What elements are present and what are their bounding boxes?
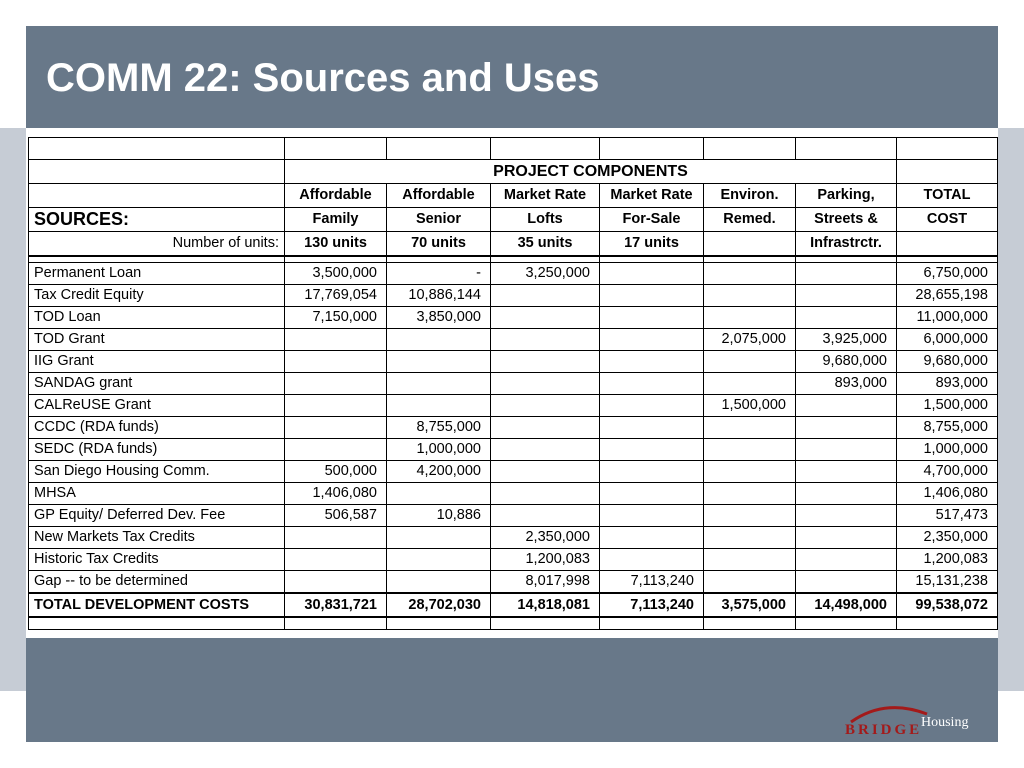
- row-label: MHSA: [29, 483, 285, 505]
- row-value: [704, 307, 796, 329]
- table-row: [29, 483, 998, 505]
- row-label: TOD Grant: [29, 329, 285, 351]
- spacer-cell: [285, 617, 387, 630]
- row-value: 4,700,000: [897, 461, 998, 483]
- row-value: [704, 549, 796, 571]
- col-header: Remed.: [704, 208, 796, 232]
- col-header: Infrastrctr.: [796, 232, 897, 257]
- row-value: [600, 373, 704, 395]
- row-value: [387, 395, 491, 417]
- row-value: 1,200,083: [897, 549, 998, 571]
- row-value: [704, 527, 796, 549]
- row-value: [285, 417, 387, 439]
- header-blank-row: [29, 138, 998, 160]
- row-label: New Markets Tax Credits: [29, 527, 285, 549]
- spacer-cell: [704, 617, 796, 630]
- row-value: [796, 505, 897, 527]
- table-row: [29, 461, 998, 483]
- row-value: [796, 483, 897, 505]
- table-row: [29, 307, 998, 329]
- row-label: Historic Tax Credits: [29, 549, 285, 571]
- row-value: [491, 461, 600, 483]
- header-row-2: [29, 208, 998, 232]
- row-value: [600, 417, 704, 439]
- col-header: Family: [285, 208, 387, 232]
- col-header: Parking,: [796, 184, 897, 208]
- row-value: [285, 439, 387, 461]
- table-row: [29, 549, 998, 571]
- logo-sub: Housing: [921, 715, 969, 730]
- sources-uses-table-panel: [26, 128, 998, 638]
- row-value: [704, 285, 796, 307]
- col-header: [897, 232, 998, 257]
- col-header: Market Rate: [491, 184, 600, 208]
- project-components-row: [29, 160, 998, 184]
- logo-word: BRIDGE: [845, 722, 923, 738]
- total-value: 14,818,081: [491, 593, 600, 617]
- row-label: Permanent Loan: [29, 263, 285, 285]
- slide-title: COMM 22: Sources and Uses: [46, 56, 600, 100]
- sources-uses-table: [28, 137, 998, 630]
- total-value: 99,538,072: [897, 593, 998, 617]
- row-value: [285, 351, 387, 373]
- total-value: 28,702,030: [387, 593, 491, 617]
- table-row: [29, 351, 998, 373]
- col-header: COST: [897, 208, 998, 232]
- spacer-cell: [897, 617, 998, 630]
- row-value: [796, 571, 897, 594]
- row-value: 1,500,000: [704, 395, 796, 417]
- row-value: [285, 329, 387, 351]
- row-value: [491, 439, 600, 461]
- col-header: Lofts: [491, 208, 600, 232]
- row-value: [491, 329, 600, 351]
- row-value: [491, 395, 600, 417]
- row-value: [491, 417, 600, 439]
- row-value: [796, 307, 897, 329]
- row-value: [796, 549, 897, 571]
- table-row: [29, 439, 998, 461]
- row-value: [387, 351, 491, 373]
- row-label: CALReUSE Grant: [29, 395, 285, 417]
- row-value: [704, 571, 796, 594]
- col-header: TOTAL: [897, 184, 998, 208]
- spacer-row: [29, 617, 998, 630]
- row-value: [491, 307, 600, 329]
- row-value: 3,850,000: [387, 307, 491, 329]
- col-header: 70 units: [387, 232, 491, 257]
- table-row: [29, 329, 998, 351]
- row-value: [387, 549, 491, 571]
- row-value: [600, 285, 704, 307]
- row-value: 9,680,000: [796, 351, 897, 373]
- header-row-3: [29, 232, 998, 257]
- row-value: [704, 351, 796, 373]
- table-row: [29, 527, 998, 549]
- sources-label: SOURCES:: [29, 208, 285, 232]
- spacer-cell: [29, 617, 285, 630]
- row-label: IIG Grant: [29, 351, 285, 373]
- row-value: 1,406,080: [285, 483, 387, 505]
- row-value: 9,680,000: [897, 351, 998, 373]
- total-value: 14,498,000: [796, 593, 897, 617]
- row-value: [704, 263, 796, 285]
- row-value: [600, 527, 704, 549]
- row-value: [704, 417, 796, 439]
- total-value: 30,831,721: [285, 593, 387, 617]
- table-row: [29, 285, 998, 307]
- spacer-cell: [796, 617, 897, 630]
- row-value: [491, 505, 600, 527]
- row-value: [600, 263, 704, 285]
- total-row: [29, 593, 998, 617]
- row-value: [600, 439, 704, 461]
- header-row-1: [29, 184, 998, 208]
- table-row: [29, 373, 998, 395]
- row-value: [796, 461, 897, 483]
- row-value: 10,886: [387, 505, 491, 527]
- col-header: Market Rate: [600, 184, 704, 208]
- row-value: [600, 505, 704, 527]
- row-value: [387, 373, 491, 395]
- row-value: 2,075,000: [704, 329, 796, 351]
- row-value: 1,500,000: [897, 395, 998, 417]
- table-row: [29, 395, 998, 417]
- units-label: Number of units:: [29, 232, 285, 257]
- total-label: TOTAL DEVELOPMENT COSTS: [29, 593, 285, 617]
- row-value: [600, 307, 704, 329]
- row-value: 6,750,000: [897, 263, 998, 285]
- row-value: 500,000: [285, 461, 387, 483]
- row-value: 8,755,000: [387, 417, 491, 439]
- row-value: [491, 351, 600, 373]
- row-value: 2,350,000: [897, 527, 998, 549]
- row-value: [704, 461, 796, 483]
- row-value: [796, 263, 897, 285]
- row-value: [796, 285, 897, 307]
- col-header: Senior: [387, 208, 491, 232]
- row-value: [387, 527, 491, 549]
- row-value: 11,000,000: [897, 307, 998, 329]
- row-value: 2,350,000: [491, 527, 600, 549]
- total-value: 3,575,000: [704, 593, 796, 617]
- row-value: 3,925,000: [796, 329, 897, 351]
- spacer-cell: [600, 617, 704, 630]
- table-row: [29, 505, 998, 527]
- row-label: Gap -- to be determined: [29, 571, 285, 594]
- row-value: [387, 483, 491, 505]
- row-value: 893,000: [796, 373, 897, 395]
- row-value: 893,000: [897, 373, 998, 395]
- row-label: TOD Loan: [29, 307, 285, 329]
- row-value: 28,655,198: [897, 285, 998, 307]
- table-row: [29, 263, 998, 285]
- row-value: [704, 483, 796, 505]
- col-header: 130 units: [285, 232, 387, 257]
- col-header: Affordable: [285, 184, 387, 208]
- col-header: 35 units: [491, 232, 600, 257]
- row-value: [704, 373, 796, 395]
- row-value: [491, 373, 600, 395]
- row-label: CCDC (RDA funds): [29, 417, 285, 439]
- row-value: 4,200,000: [387, 461, 491, 483]
- row-value: [600, 351, 704, 373]
- row-label: Tax Credit Equity: [29, 285, 285, 307]
- row-label: SANDAG grant: [29, 373, 285, 395]
- row-value: [491, 483, 600, 505]
- row-value: [796, 395, 897, 417]
- row-value: [387, 571, 491, 594]
- row-value: [704, 505, 796, 527]
- row-value: [600, 329, 704, 351]
- row-value: 17,769,054: [285, 285, 387, 307]
- row-value: 506,587: [285, 505, 387, 527]
- row-value: [387, 329, 491, 351]
- row-label: San Diego Housing Comm.: [29, 461, 285, 483]
- spacer-cell: [491, 617, 600, 630]
- col-header: 17 units: [600, 232, 704, 257]
- row-value: 1,000,000: [897, 439, 998, 461]
- row-value: 517,473: [897, 505, 998, 527]
- row-value: [796, 439, 897, 461]
- row-value: 3,500,000: [285, 263, 387, 285]
- row-value: 3,250,000: [491, 263, 600, 285]
- col-header: Environ.: [704, 184, 796, 208]
- row-value: [285, 571, 387, 594]
- row-value: -: [387, 263, 491, 285]
- bridge-housing-logo: [845, 700, 985, 742]
- row-value: [600, 549, 704, 571]
- row-value: 1,406,080: [897, 483, 998, 505]
- row-value: 6,000,000: [897, 329, 998, 351]
- row-value: 7,150,000: [285, 307, 387, 329]
- row-value: [600, 483, 704, 505]
- row-value: 10,886,144: [387, 285, 491, 307]
- row-value: [285, 373, 387, 395]
- row-value: [600, 461, 704, 483]
- row-value: [491, 285, 600, 307]
- spacer-cell: [387, 617, 491, 630]
- row-value: 8,755,000: [897, 417, 998, 439]
- row-value: 1,200,083: [491, 549, 600, 571]
- row-value: [600, 395, 704, 417]
- row-value: [285, 549, 387, 571]
- project-components-label: PROJECT COMPONENTS: [285, 160, 897, 184]
- row-value: 7,113,240: [600, 571, 704, 594]
- total-value: 7,113,240: [600, 593, 704, 617]
- table-row: [29, 417, 998, 439]
- col-header: Streets &: [796, 208, 897, 232]
- row-value: [704, 439, 796, 461]
- row-value: [285, 395, 387, 417]
- col-header: Affordable: [387, 184, 491, 208]
- row-value: 1,000,000: [387, 439, 491, 461]
- row-value: [796, 417, 897, 439]
- row-value: [796, 527, 897, 549]
- row-label: SEDC (RDA funds): [29, 439, 285, 461]
- row-value: 8,017,998: [491, 571, 600, 594]
- row-value: 15,131,238: [897, 571, 998, 594]
- col-header: [704, 232, 796, 257]
- col-header: For-Sale: [600, 208, 704, 232]
- row-value: [285, 527, 387, 549]
- table-row: [29, 571, 998, 594]
- row-label: GP Equity/ Deferred Dev. Fee: [29, 505, 285, 527]
